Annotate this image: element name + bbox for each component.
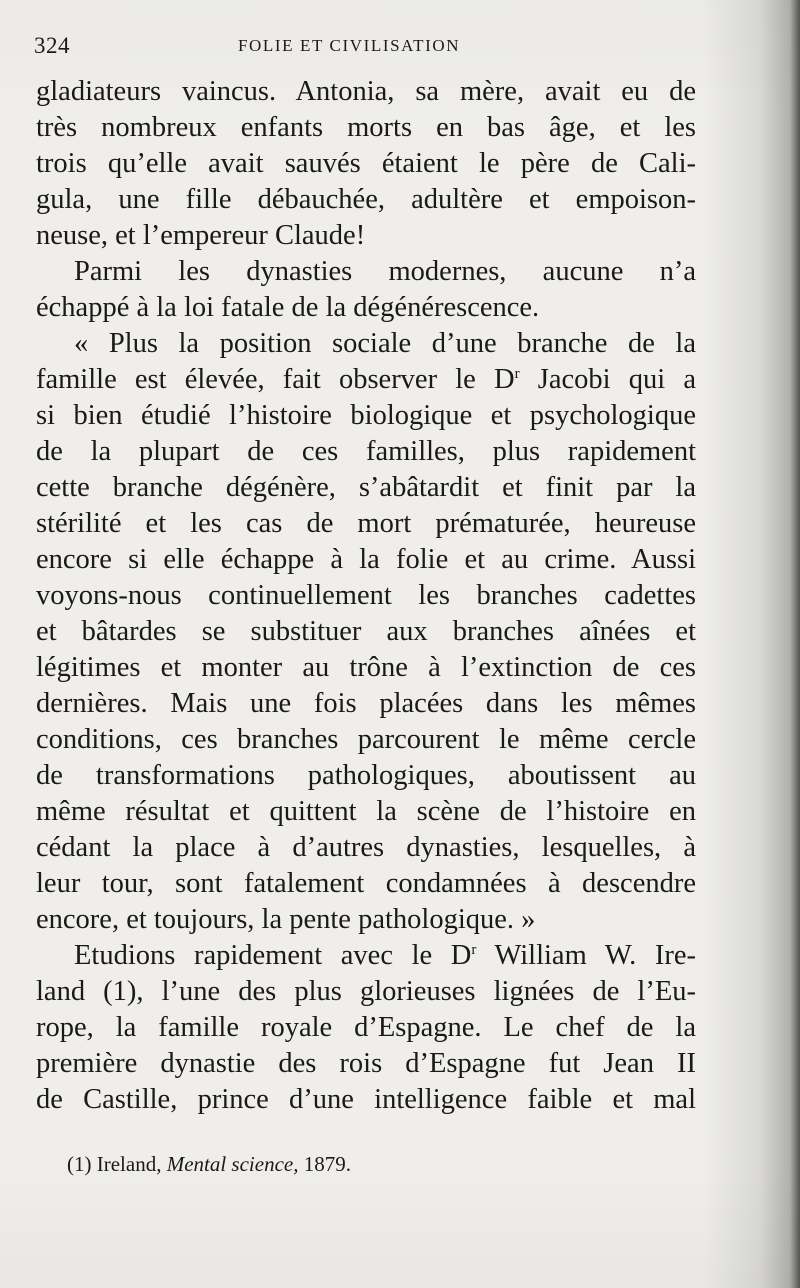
- text-line: [36, 362, 696, 398]
- text-line-content: voyons-nous continuellement les branches cadettes: [36, 580, 696, 611]
- text-line-content: rope, la famille royale d’Espagne. Le chef de la: [36, 1012, 696, 1043]
- text-line-content: cédant la place à d’autres dynasties, lesquelles, à: [36, 832, 696, 863]
- text-line: [36, 830, 696, 866]
- text-line: [36, 1082, 696, 1118]
- running-head: [34, 33, 690, 63]
- footnote-title: Mental science,: [166, 1152, 299, 1176]
- text-line: [36, 182, 696, 218]
- text-line-content: encore si elle échappe à la folie et au crime. Aussi: [36, 544, 696, 575]
- text-line-content: stérilité et les cas de mort prématurée, heureuse: [36, 508, 696, 539]
- text-line-content: conditions, ces branches parcourent le même cercle: [36, 724, 696, 755]
- text-line: [36, 614, 696, 650]
- text-line-content: gladiateurs vaincus. Antonia, sa mère, avait eu de: [36, 76, 696, 107]
- text-line: [36, 650, 696, 686]
- text-line-content: famille est élevée, fait observer le D: [36, 364, 515, 395]
- page-number: 324: [34, 33, 70, 58]
- text-line-content: encore, et toujours, la pente pathologique. »: [36, 904, 536, 935]
- text-line-content: gula, une fille débauchée, adultère et empoison-: [36, 184, 696, 215]
- text-line: [36, 722, 696, 758]
- text-line: [36, 902, 696, 938]
- page-edge-shadow: [790, 0, 800, 1288]
- text-line-content: leur tour, sont fatalement condamnées à descendre: [36, 868, 696, 899]
- footnote-year: 1879.: [298, 1152, 351, 1176]
- text-line-content: neuse, et l’empereur Claude!: [36, 220, 366, 251]
- text-line: [36, 974, 696, 1010]
- text-line: [36, 938, 696, 974]
- running-title: FOLIE ET CIVILISATION: [238, 36, 461, 55]
- body-text: [36, 74, 696, 1118]
- text-line-content: land (1), l’une des plus glorieuses lignées de l’Eu-: [36, 976, 696, 1007]
- text-line: [36, 506, 696, 542]
- superscript: r: [471, 942, 477, 958]
- text-line: [36, 542, 696, 578]
- text-line: [36, 866, 696, 902]
- text-line-content: Parmi les dynasties modernes, aucune n’a: [74, 256, 696, 287]
- footnote: [67, 1152, 351, 1177]
- text-line-content: échappé à la loi fatale de la dégénérescence.: [36, 292, 540, 323]
- text-line-content: légitimes et monter au trône à l’extinction de ces: [36, 652, 696, 683]
- text-line: [36, 110, 696, 146]
- text-line-content: cette branche dégénère, s’abâtardit et finit par la: [36, 472, 696, 503]
- text-line: [36, 1010, 696, 1046]
- text-line: [36, 218, 696, 254]
- text-line-content: très nombreux enfants morts en bas âge, et les: [36, 112, 696, 143]
- text-line: [36, 686, 696, 722]
- text-line-content: de transformations pathologiques, aboutissent au: [36, 760, 696, 791]
- text-line: [36, 1046, 696, 1082]
- text-line: [36, 146, 696, 182]
- text-line: [36, 74, 696, 110]
- text-line: [36, 470, 696, 506]
- text-line: [36, 398, 696, 434]
- superscript: r: [514, 366, 520, 382]
- text-line-content: si bien étudié l’histoire biologique et psychologique: [36, 400, 696, 431]
- text-line-continuation: William W. Ire-: [476, 940, 696, 971]
- footnote-marker: (1) Ireland,: [67, 1152, 167, 1176]
- text-line: [36, 578, 696, 614]
- text-line-content: dernières. Mais une fois placées dans les mêmes: [36, 688, 696, 719]
- text-line: [36, 254, 696, 290]
- text-line-content: et bâtardes se substituer aux branches aînées et: [36, 616, 696, 647]
- text-line: [36, 326, 696, 362]
- text-line: [36, 794, 696, 830]
- text-line: [36, 434, 696, 470]
- text-line-content: Etudions rapidement avec le D: [74, 940, 472, 971]
- text-line-content: « Plus la position sociale d’une branche de la: [74, 328, 696, 359]
- text-line-content: même résultat et quittent la scène de l’histoire en: [36, 796, 696, 827]
- text-line-content: de la plupart de ces familles, plus rapidement: [36, 436, 696, 467]
- text-line-content: première dynastie des rois d’Espagne fut Jean II: [36, 1048, 696, 1079]
- text-line: [36, 290, 696, 326]
- text-line-content: de Castille, prince d’une intelligence faible et mal: [36, 1084, 696, 1115]
- text-line-content: trois qu’elle avait sauvés étaient le père de Cali-: [36, 148, 696, 179]
- text-line-continuation: Jacobi qui a: [519, 364, 696, 395]
- text-line: [36, 758, 696, 794]
